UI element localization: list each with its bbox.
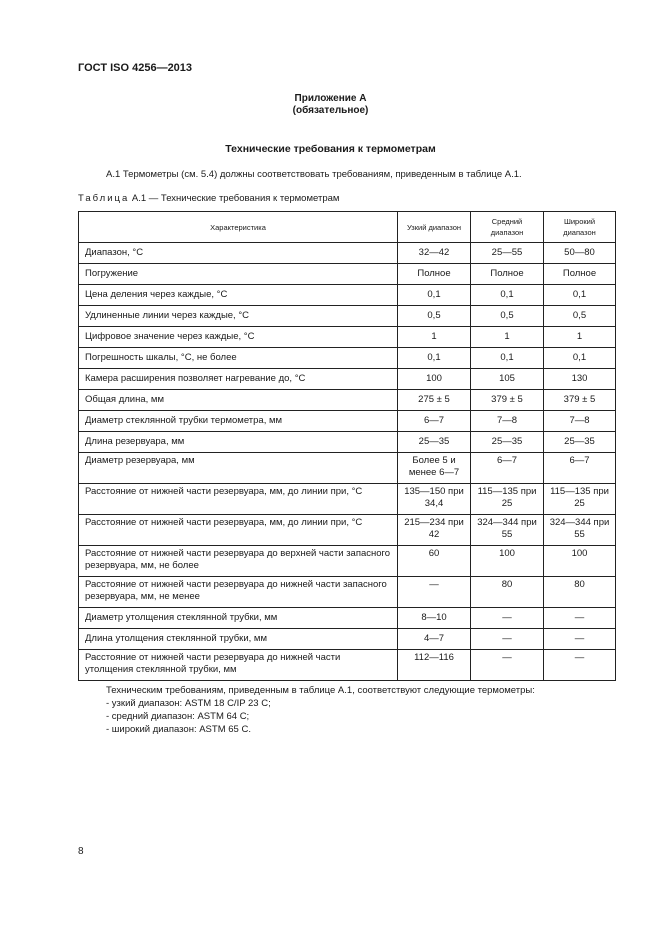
row-label-cell: Камера расширения позволяет нагревание до, °С xyxy=(79,369,398,390)
medium-range-cell: 25—55 xyxy=(471,243,544,264)
narrow-range-cell: Полное xyxy=(398,264,471,285)
medium-range-cell: — xyxy=(471,650,544,681)
narrow-range-cell: 135—150 при 34,4 xyxy=(398,484,471,515)
medium-range-cell: 0,5 xyxy=(471,306,544,327)
table-row xyxy=(79,432,616,453)
wide-range-cell: Полное xyxy=(544,264,616,285)
note-item: - средний диапазон: ASTM 64 C; xyxy=(106,711,250,722)
wide-range-cell: 80 xyxy=(544,577,616,608)
medium-range-cell: — xyxy=(471,629,544,650)
table-row xyxy=(79,629,616,650)
table-row xyxy=(79,327,616,348)
row-label-cell: Погрешность шкалы, °С, не более xyxy=(79,348,398,369)
annex-status: (обязательное) xyxy=(292,105,369,116)
row-label-cell: Диапазон, °С xyxy=(79,243,398,264)
wide-range-cell: 130 xyxy=(544,369,616,390)
narrow-range-cell: 112—116 xyxy=(398,650,471,681)
table-header-row xyxy=(79,212,616,243)
narrow-range-cell: 275 ± 5 xyxy=(398,390,471,411)
table-row xyxy=(79,577,616,608)
table-caption-text: А.1 — Технические требования к термометрам xyxy=(131,193,340,204)
row-label-cell: Диаметр стеклянной трубки термометра, мм xyxy=(79,411,398,432)
medium-range-cell: — xyxy=(471,608,544,629)
wide-range-cell: — xyxy=(544,629,616,650)
table-row xyxy=(79,411,616,432)
medium-range-cell: 6—7 xyxy=(471,453,544,484)
row-label-cell: Диаметр резервуара, мм xyxy=(79,453,398,484)
wide-range-cell: 7—8 xyxy=(544,411,616,432)
column-header-medium: Средний диапазон xyxy=(471,212,544,243)
wide-range-cell: 0,5 xyxy=(544,306,616,327)
table-row xyxy=(79,285,616,306)
row-label-cell: Расстояние от нижней части резервуара до верхней части запасного резервуара, мм, не более xyxy=(79,546,398,577)
narrow-range-cell: 4—7 xyxy=(398,629,471,650)
intro-paragraph: А.1 Термометры (см. 5.4) должны соответствовать требованиям, приведенным в таблице А.1. xyxy=(106,169,522,180)
table-row xyxy=(79,306,616,327)
narrow-range-cell: — xyxy=(398,577,471,608)
table-row xyxy=(79,348,616,369)
row-label-cell: Удлиненные линии через каждые, °С xyxy=(79,306,398,327)
table-row xyxy=(79,243,616,264)
medium-range-cell: 80 xyxy=(471,577,544,608)
document-code: ГОСТ ISO 4256—2013 xyxy=(78,62,193,74)
wide-range-cell: — xyxy=(544,650,616,681)
column-header-characteristic: Характеристика xyxy=(79,212,398,243)
table-row xyxy=(79,546,616,577)
note-intro: Техническим требованиям, приведенным в таблице А.1, соответствуют следующие термометры: xyxy=(106,685,535,696)
narrow-range-cell: 1 xyxy=(398,327,471,348)
medium-range-cell: 1 xyxy=(471,327,544,348)
row-label-cell: Расстояние от нижней части резервуара, мм, до линии при, °С xyxy=(79,515,398,546)
medium-range-cell: 324—344 при 55 xyxy=(471,515,544,546)
wide-range-cell: — xyxy=(544,608,616,629)
medium-range-cell: 7—8 xyxy=(471,411,544,432)
row-label-cell: Погружение xyxy=(79,264,398,285)
medium-range-cell: 105 xyxy=(471,369,544,390)
wide-range-cell: 50—80 xyxy=(544,243,616,264)
medium-range-cell: 379 ± 5 xyxy=(471,390,544,411)
note-item: - узкий диапазон: ASTM 18 C/IP 23 C; xyxy=(106,698,271,709)
table-body xyxy=(79,243,616,681)
table-caption xyxy=(78,193,339,204)
narrow-range-cell: 32—42 xyxy=(398,243,471,264)
row-label-cell: Длина резервуара, мм xyxy=(79,432,398,453)
row-label-cell: Общая длина, мм xyxy=(79,390,398,411)
table-row xyxy=(79,484,616,515)
wide-range-cell: 6—7 xyxy=(544,453,616,484)
wide-range-cell: 115—135 при 25 xyxy=(544,484,616,515)
wide-range-cell: 100 xyxy=(544,546,616,577)
narrow-range-cell: 25—35 xyxy=(398,432,471,453)
note-block xyxy=(106,684,535,736)
medium-range-cell: 100 xyxy=(471,546,544,577)
row-label-cell: Расстояние от нижней части резервуара, мм, до линии при, °С xyxy=(79,484,398,515)
column-header-narrow: Узкий диапазон xyxy=(398,212,471,243)
wide-range-cell: 1 xyxy=(544,327,616,348)
narrow-range-cell: Более 5 и менее 6—7 xyxy=(398,453,471,484)
row-label-cell: Расстояние от нижней части резервуара до нижней части запасного резервуара, мм, не менее xyxy=(79,577,398,608)
row-label-cell: Цифровое значение через каждые, °С xyxy=(79,327,398,348)
medium-range-cell: 25—35 xyxy=(471,432,544,453)
row-label-cell: Диаметр утолщения стеклянной трубки, мм xyxy=(79,608,398,629)
table-row xyxy=(79,264,616,285)
table-row xyxy=(79,453,616,484)
table-row xyxy=(79,515,616,546)
note-item: - широкий диапазон: ASTM 65 C. xyxy=(106,724,251,735)
table-row xyxy=(79,369,616,390)
wide-range-cell: 379 ± 5 xyxy=(544,390,616,411)
requirements-table xyxy=(78,211,616,681)
page-number: 8 xyxy=(78,846,84,857)
annex-title: Приложение А xyxy=(294,93,367,104)
table-row xyxy=(79,650,616,681)
narrow-range-cell: 0,1 xyxy=(398,348,471,369)
table-row xyxy=(79,608,616,629)
table-row xyxy=(79,390,616,411)
narrow-range-cell: 60 xyxy=(398,546,471,577)
column-header-wide: Широкий диапазон xyxy=(544,212,616,243)
narrow-range-cell: 215—234 при 42 xyxy=(398,515,471,546)
table-caption-word: Таблица xyxy=(78,193,130,204)
wide-range-cell: 0,1 xyxy=(544,348,616,369)
row-label-cell: Длина утолщения стеклянной трубки, мм xyxy=(79,629,398,650)
wide-range-cell: 324—344 при 55 xyxy=(544,515,616,546)
medium-range-cell: 0,1 xyxy=(471,285,544,306)
wide-range-cell: 25—35 xyxy=(544,432,616,453)
narrow-range-cell: 8—10 xyxy=(398,608,471,629)
wide-range-cell: 0,1 xyxy=(544,285,616,306)
row-label-cell: Цена деления через каждые, °С xyxy=(79,285,398,306)
narrow-range-cell: 0,1 xyxy=(398,285,471,306)
narrow-range-cell: 100 xyxy=(398,369,471,390)
narrow-range-cell: 0,5 xyxy=(398,306,471,327)
narrow-range-cell: 6—7 xyxy=(398,411,471,432)
medium-range-cell: 0,1 xyxy=(471,348,544,369)
medium-range-cell: Полное xyxy=(471,264,544,285)
medium-range-cell: 115—135 при 25 xyxy=(471,484,544,515)
section-title: Технические требования к термометрам xyxy=(225,143,436,155)
row-label-cell: Расстояние от нижней части резервуара до нижней части утолщения стеклянной трубки, мм xyxy=(79,650,398,681)
